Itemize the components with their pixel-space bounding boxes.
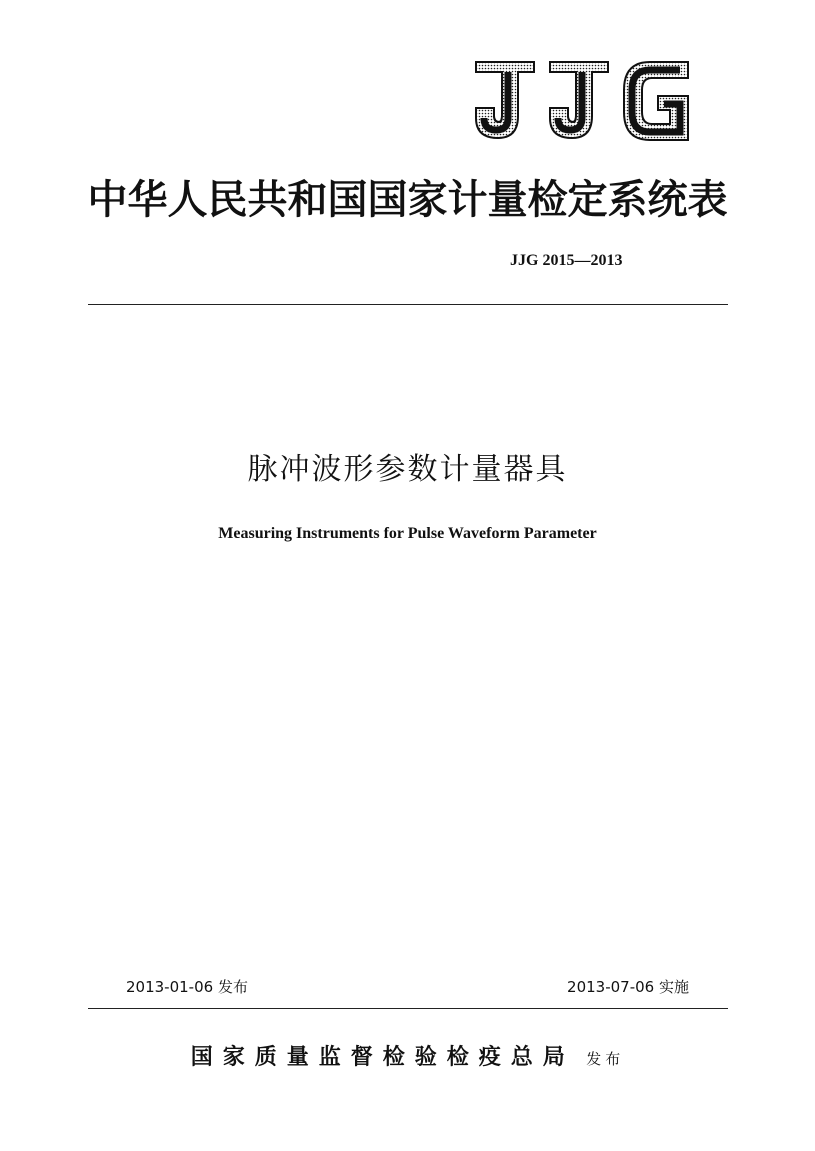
publisher-name: 国家质量监督检验检疫总局 <box>190 1044 575 1070</box>
issue-date: 2013-01-06 发布 <box>126 978 248 996</box>
bottom-divider <box>88 1008 728 1009</box>
document-title-english: Measuring Instruments for Pulse Waveform Parameter <box>218 525 597 542</box>
standard-number: JJG 2015—2013 <box>510 252 623 269</box>
document-title-chinese: 脉冲波形参数计量器具 <box>247 452 568 487</box>
jjg-logo-mark <box>470 56 692 144</box>
series-title: 中华人民共和国国家计量检定系统表 <box>87 176 728 223</box>
jjg-logo <box>470 56 692 144</box>
top-divider <box>88 304 728 305</box>
publisher-line <box>0 1040 815 1071</box>
publisher-suffix: 发布 <box>586 1050 625 1068</box>
effective-date: 2013-07-06 实施 <box>567 978 689 996</box>
